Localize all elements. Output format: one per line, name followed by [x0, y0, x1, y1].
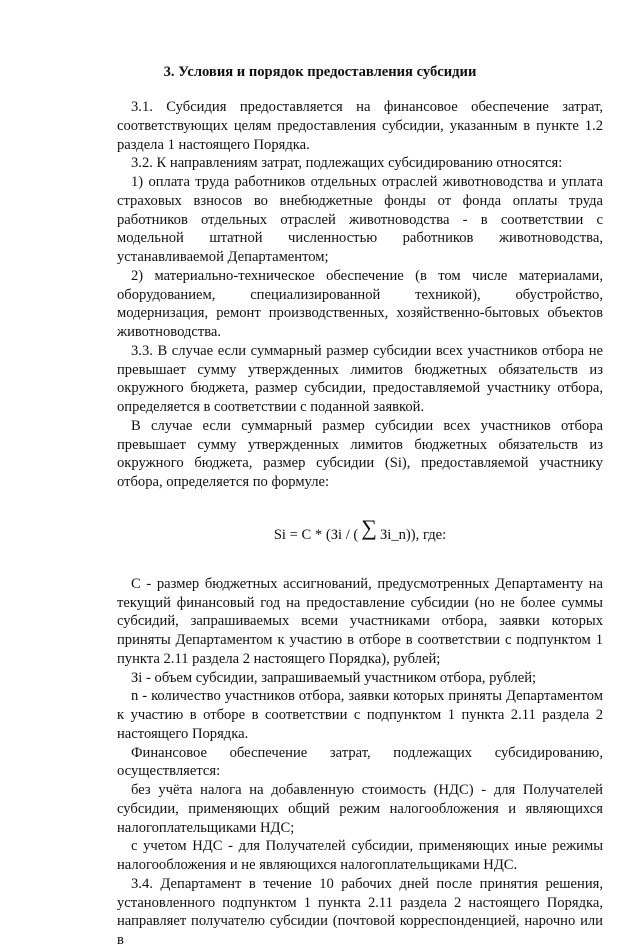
section-title: 3. Условия и порядок предоставления субсидии — [163, 64, 477, 80]
subsidy-formula — [117, 514, 603, 545]
sigma-symbol: ∑ — [361, 514, 377, 540]
paragraph-with-vat: с учетом НДС - для Получателей субсидии, применяющих иные режимы налогообложения и не являющихся налогоплательщиками НДС. — [117, 838, 603, 873]
paragraph-item-2: 2) материально-техническое обеспечение (в том числе материалами, оборудованием, специализированной техникой), обустройство, модернизация, ремонт производственных, хозяйственно-бытовых объектов животноводства. — [117, 267, 603, 340]
paragraph-3-2: 3.2. К направлениям затрат, подлежащих субсидированию относятся: — [131, 155, 563, 172]
formula-left: Si = C * (Зi / ( — [273, 526, 359, 543]
definition-n: n - количество участников отбора, заявки которых приняты Департаментом к участию в отборе в соответствии с подпунктом 1 пункта 2.11 раздела 2 настоящего Порядка. — [117, 688, 603, 742]
paragraph-3-4: 3.4. Департамент в течение 10 рабочих дней после принятия решения, установленного подпунктом 1 пункта 2.11 раздела 2 настоящего Порядка, направляет получателю субсидии (почтовой корреспонденцией, нарочно или в — [117, 875, 603, 948]
paragraph-3-3: 3.3. В случае если суммарный размер субсидии всех участников отбора не превышает сумму утвержденных лимитов бюджетных обязательств из окружного бюджета, размер субсидии, предоставляемой участнику отбора, определяется в соответствии с поданной заявкой. — [117, 342, 603, 415]
definition-zi: Зi - объем субсидии, запрашиваемый участником отбора, рублей; — [131, 669, 537, 686]
paragraph-without-vat: без учёта налога на добавленную стоимость (НДС) - для Получателей субсидии, применяющих общий режим налогообложения и являющихся налогоплательщиками НДС; — [117, 782, 603, 836]
paragraph-3-1: 3.1. Субсидия предоставляется на финансовое обеспечение затрат, соответствующих целям предоставления субсидии, указанным в пункте 1.2 раздела 1 настоящего Порядка. — [117, 99, 603, 153]
paragraph-financing: Финансовое обеспечение затрат, подлежащих субсидированию, осуществляется: — [117, 744, 603, 780]
paragraph-item-1: 1) оплата труда работников отдельных отраслей животноводства и уплата страховых взносов во внебюджетные фонды от фонда оплаты труда работников отдельных отраслей животноводства - в соответствии с модельной штатной численностью работников животноводства, устанавливаемой Департаментом; — [117, 174, 603, 265]
paragraph-exceed-case: В случае если суммарный размер субсидии всех участников отбора превышает сумму утвержденных лимитов бюджетных обязательств из окружного бюджета, размер субсидии (Si), предоставляемой участнику отбора, определяется по формуле: — [117, 417, 603, 490]
section-body — [117, 98, 603, 950]
formula-right: Зi_n)), где: — [379, 526, 447, 543]
definition-c: С - размер бюджетных ассигнований, предусмотренных Департаменту на текущий финансовый год на предоставление субсидии (но не более суммы субсидий, запрашиваемых всеми участниками отбора, заявки которых приняты Департаментом к участию в отборе в соответствии с подпунктом 1 пункта 2.11 раздела 2 настоящего Порядка), рублей; — [117, 575, 603, 667]
